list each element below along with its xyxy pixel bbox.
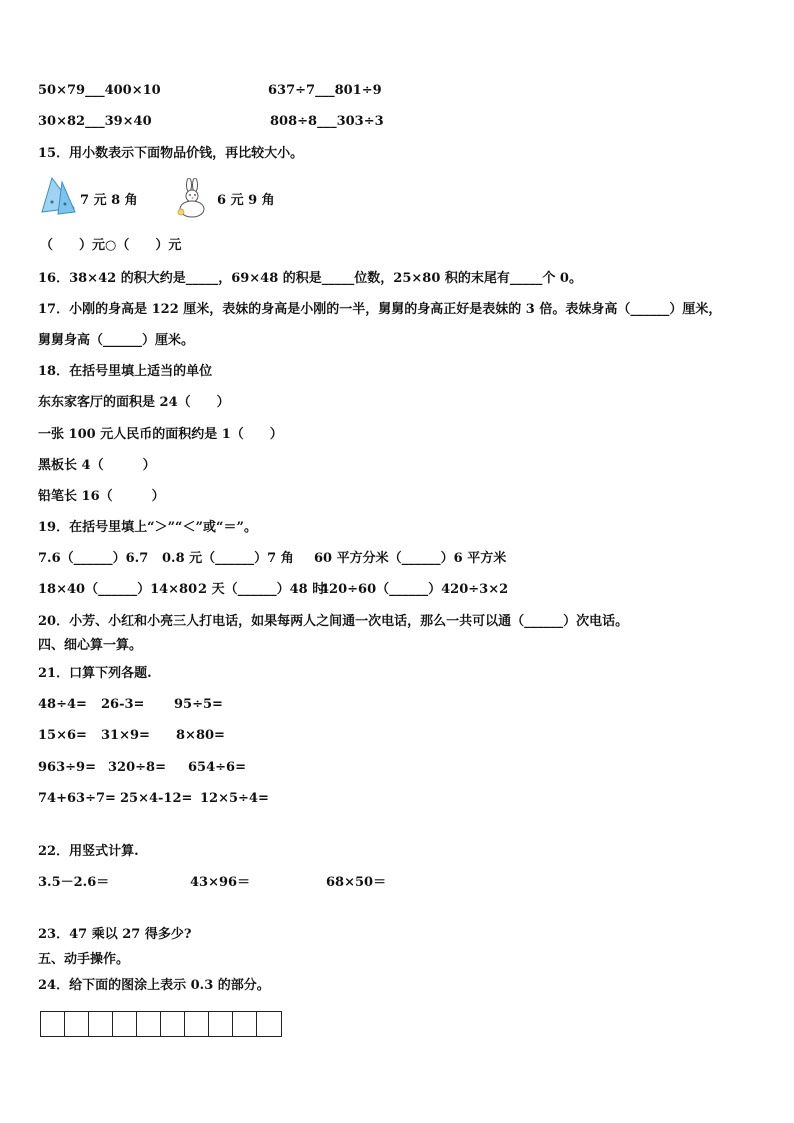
item1-price: 7 元 8 角 <box>80 193 138 208</box>
q21-title: 21．口算下列各题. <box>38 666 152 681</box>
q19-item: 420÷60（______）420÷3×2 <box>320 582 509 597</box>
grid-cell[interactable] <box>209 1012 233 1036</box>
q19-item: 18×40（______）14×80 <box>38 582 198 597</box>
shading-grid <box>40 1011 282 1037</box>
compare-left: 30×82___39×40 <box>38 114 152 129</box>
oral-item: 8×80= <box>176 728 225 743</box>
compare-right: 637÷7___801÷9 <box>268 83 382 98</box>
vertical-calc-item: 68×50＝ <box>326 875 387 890</box>
vertical-calc-item: 3.5－2.6＝ <box>38 875 110 890</box>
q18-item: 铅笔长 16（ ） <box>38 489 165 504</box>
triangle-ruler-icon <box>40 176 76 218</box>
q19-item: 2 天（______）48 时 <box>198 582 326 597</box>
compare-left: 50×79___400×10 <box>38 83 161 98</box>
q18-item: 黑板长 4（ ） <box>38 458 156 473</box>
oral-item: 963÷9= <box>38 760 96 775</box>
section-4-heading: 四、细心算一算。 <box>38 638 143 653</box>
q19-title: 19．在括号里填上“＞”“＜”或“＝”。 <box>38 520 257 535</box>
oral-item: 25×4-12= <box>120 791 193 806</box>
compare-right: 808÷8___303÷3 <box>270 114 384 129</box>
item2-price: 6 元 9 角 <box>217 193 275 208</box>
grid-cell[interactable] <box>113 1012 137 1036</box>
oral-item: 95÷5= <box>174 697 223 712</box>
grid-cell[interactable] <box>65 1012 89 1036</box>
q17-line2: 舅舅身高（______）厘米。 <box>38 333 195 348</box>
grid-cell[interactable] <box>89 1012 113 1036</box>
q24-title: 24．给下面的图涂上表示 0.3 的部分。 <box>38 978 270 993</box>
q18-item: 东东家客厅的面积是 24（ ） <box>38 395 230 410</box>
oral-item: 15×6= <box>38 728 87 743</box>
q18-title: 18．在括号里填上适当的单位 <box>38 364 213 379</box>
oral-item: 12×5÷4= <box>200 791 269 806</box>
vertical-calc-item: 43×96＝ <box>190 875 251 890</box>
q19-item: 7.6（______）6.7 <box>38 551 149 566</box>
oral-item: 48÷4= <box>38 697 87 712</box>
q22-title: 22．用竖式计算. <box>38 844 139 859</box>
grid-cell[interactable] <box>257 1012 281 1036</box>
grid-cell[interactable] <box>233 1012 257 1036</box>
q15-title: 15．用小数表示下面物品价钱，再比较大小。 <box>38 146 304 161</box>
grid-cell[interactable] <box>41 1012 65 1036</box>
rabbit-toy-icon <box>172 178 214 220</box>
oral-item: 31×9= <box>101 728 150 743</box>
section-5-heading: 五、动手操作。 <box>38 952 130 967</box>
q18-item: 一张 100 元人民币的面积约是 1（ ） <box>38 427 283 442</box>
q16: 16．38×42 的积大约是_____，69×48 的积是_____位数，25×80 积的末尾有_____个 0。 <box>38 271 582 286</box>
oral-item: 320÷8= <box>108 760 166 775</box>
q15-compare: （ ）元○（ ）元 <box>40 238 182 253</box>
q19-item: 60 平方分米（______）6 平方米 <box>314 551 507 566</box>
q23: 23．47 乘以 27 得多少? <box>38 927 192 942</box>
grid-cell[interactable] <box>161 1012 185 1036</box>
oral-item: 74+63÷7= <box>38 791 116 806</box>
grid-cell[interactable] <box>137 1012 161 1036</box>
oral-item: 654÷6= <box>188 760 246 775</box>
q17-line1: 17．小刚的身高是 122 厘米，表妹的身高是小刚的一半，舅舅的身高正好是表妹的 3 倍。表妹身高（______）厘米， <box>38 302 722 317</box>
grid-cell[interactable] <box>185 1012 209 1036</box>
q19-item: 0.8 元（______）7 角 <box>162 551 294 566</box>
q20: 20．小芳、小红和小亮三人打电话，如果每两人之间通一次电话，那么一共可以通（______）次电话。 <box>38 614 629 629</box>
oral-item: 26-3= <box>101 697 145 712</box>
